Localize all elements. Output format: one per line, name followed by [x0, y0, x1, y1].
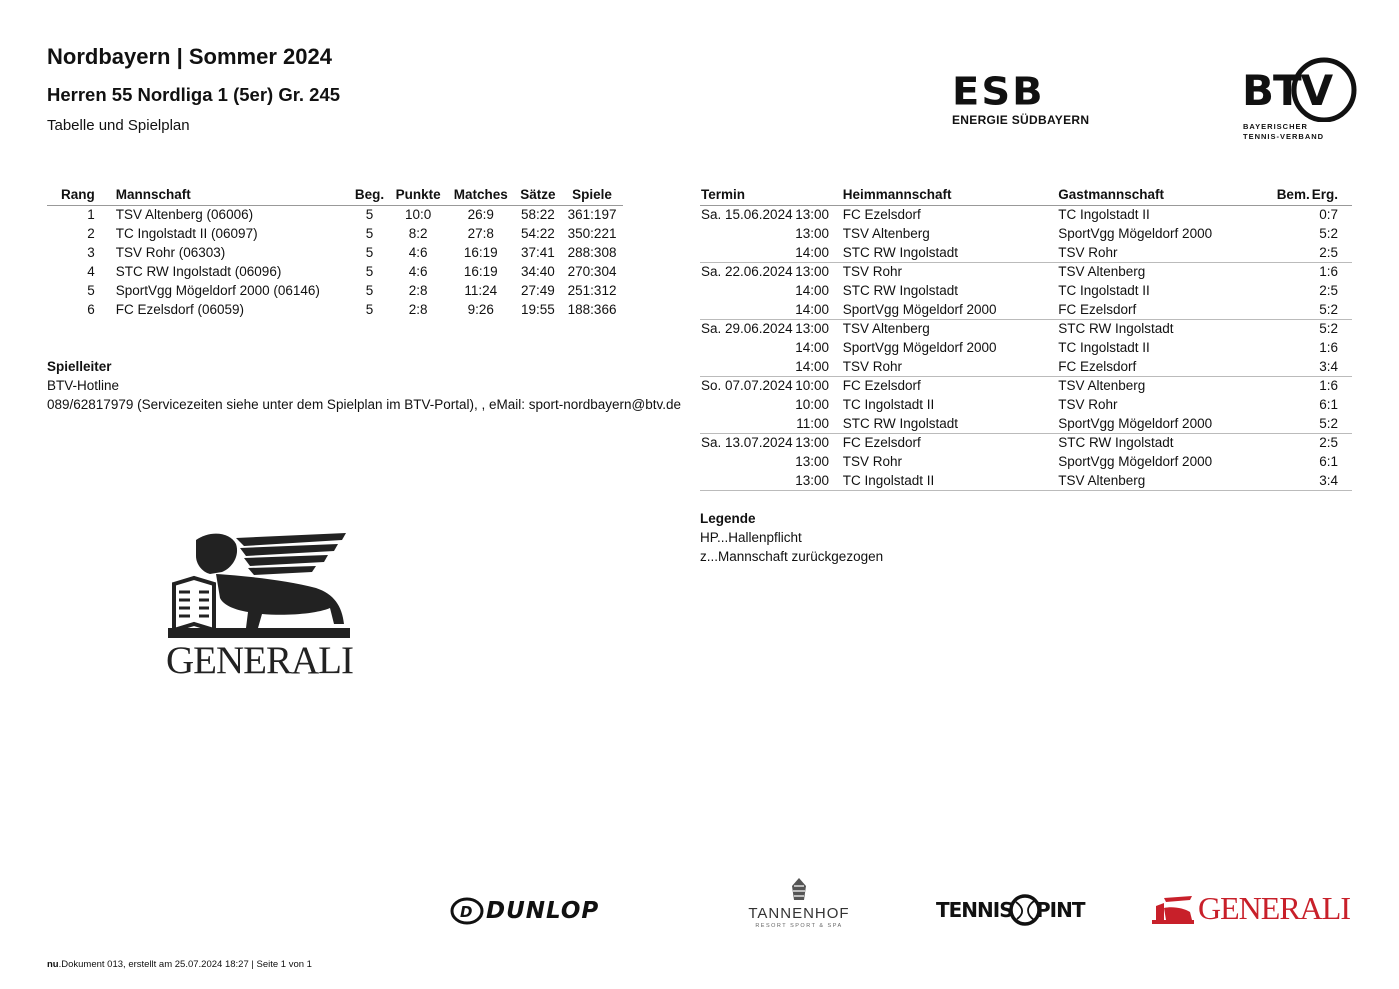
generali-red-logo	[1150, 890, 1348, 926]
bem-cell	[1267, 414, 1311, 433]
col-termin: Termin	[700, 185, 842, 205]
bem-cell	[1267, 281, 1311, 300]
match-time: 14:00	[795, 283, 829, 298]
league-subtitle: Herren 55 Nordliga 1 (5er) Gr. 245	[47, 84, 341, 105]
spielleiter-name: BTV-Hotline	[47, 378, 120, 393]
schedule-row	[700, 376, 1352, 395]
match-time: 13:00	[795, 435, 829, 451]
result-cell: 0:7	[1319, 207, 1338, 223]
generali-lion-logo	[166, 528, 352, 682]
schedule-row	[700, 433, 1352, 452]
punkte-cell: 2:8	[408, 302, 428, 317]
home-team-cell: SportVgg Mögeldorf 2000	[842, 300, 1058, 319]
col-mannschaft: Mannschaft	[113, 185, 350, 205]
guest-team-cell: SportVgg Mögeldorf 2000	[1058, 226, 1213, 241]
bem-cell	[1267, 243, 1311, 262]
home-team-cell: TC Ingolstadt II	[842, 397, 935, 412]
rank-cell: 5	[87, 283, 95, 298]
result-cell: 6:1	[1319, 454, 1338, 469]
beg-cell: 5	[365, 207, 374, 223]
termin-cell	[700, 205, 842, 224]
result-cell: 2:5	[1311, 243, 1352, 262]
termin-cell	[700, 414, 842, 433]
standings-row	[47, 243, 623, 262]
saetze-cell: 54:22	[520, 226, 555, 241]
bem-cell	[1267, 224, 1311, 243]
beg-cell: 5	[365, 264, 374, 279]
tannenhof-subtitle: RESORT SPORT & SPA	[755, 923, 843, 929]
tennispoint-word-b	[1036, 898, 1085, 922]
tannenhof-word: TANNENHOF	[748, 905, 850, 922]
result-cell: 3:4	[1311, 471, 1352, 490]
match-date: Sa. 29.06.2024	[701, 321, 793, 337]
guest-team-cell: TSV Altenberg	[1058, 264, 1146, 280]
bem-cell	[1267, 376, 1311, 395]
schedule-row	[700, 319, 1352, 338]
guest-team-cell: SportVgg Mögeldorf 2000	[1058, 454, 1213, 469]
bem-cell	[1267, 357, 1311, 376]
home-team-cell: STC RW Ingolstadt	[842, 283, 958, 298]
schedule-table	[700, 185, 1352, 491]
home-team-cell: TC Ingolstadt II	[842, 471, 1058, 490]
match-time: 11:00	[796, 415, 829, 431]
rank-cell: 2	[87, 226, 95, 241]
col-beg: Beg.	[350, 185, 390, 205]
match-time: 14:00	[795, 358, 829, 374]
col-bem: Bem.	[1267, 185, 1311, 205]
standings-row	[47, 300, 623, 319]
bem-cell	[1267, 395, 1311, 414]
punkte-cell: 4:6	[408, 245, 428, 260]
termin-cell	[700, 452, 842, 471]
col-rang: Rang	[47, 185, 113, 205]
schedule-row	[700, 224, 1352, 243]
legend-item: z...Mannschaft zurückgezogen	[700, 549, 884, 564]
rank-cell: 4	[87, 264, 95, 279]
col-punkte: Punkte	[389, 185, 447, 205]
matches-cell: 11:24	[464, 283, 498, 298]
guest-team-cell: TC Ingolstadt II	[1058, 207, 1150, 223]
bem-cell	[1267, 300, 1311, 319]
result-cell: 1:6	[1319, 340, 1338, 355]
match-date: Sa. 15.06.2024	[701, 207, 793, 223]
bem-cell	[1267, 471, 1311, 490]
bem-cell	[1267, 262, 1311, 281]
termin-cell	[700, 243, 842, 262]
matches-cell: 9:26	[467, 302, 494, 317]
home-team-cell: STC RW Ingolstadt	[842, 414, 1058, 433]
saetze-cell: 37:41	[520, 245, 555, 260]
guest-team-cell: TC Ingolstadt II	[1058, 283, 1150, 298]
page-title: Nordbayern | Sommer 2024	[47, 44, 332, 69]
beg-cell: 5	[365, 226, 374, 241]
tennispoint-word-a: TENNIS	[936, 898, 1013, 922]
schedule-row	[700, 395, 1352, 414]
tennispoint-p: P	[1036, 898, 1050, 922]
standings-row	[47, 205, 623, 224]
guest-team-cell: SportVgg Mögeldorf 2000	[1057, 414, 1267, 433]
termin-cell	[700, 376, 842, 395]
match-time: 10:00	[795, 378, 829, 394]
standings-row	[47, 224, 623, 243]
bem-cell	[1267, 433, 1311, 452]
guest-team-cell: TSV Altenberg	[1058, 378, 1146, 394]
guest-team-cell: FC Ezelsdorf	[1057, 300, 1267, 319]
punkte-cell: 10:0	[405, 207, 432, 223]
team-cell: FC Ezelsdorf (06059)	[115, 302, 245, 317]
termin-cell	[700, 300, 842, 319]
result-cell: 1:6	[1319, 378, 1338, 394]
rank-cell: 6	[87, 302, 95, 317]
home-team-cell: FC Ezelsdorf	[842, 207, 921, 223]
schedule-row	[700, 205, 1352, 224]
pinecone-icon	[740, 876, 858, 904]
col-matches: Matches	[447, 185, 515, 205]
esb-logo-subtitle: ENERGIE SÜDBAYERN	[952, 113, 1090, 127]
saetze-cell: 58:22	[520, 207, 555, 223]
schedule-row	[700, 300, 1352, 319]
match-time: 14:00	[795, 301, 829, 317]
footer	[47, 959, 312, 970]
generali-lion-small-icon	[1150, 894, 1196, 926]
document-description: Tabelle und Spielplan	[47, 117, 190, 134]
schedule-header-row	[700, 185, 1352, 205]
btv-logo-word: BTV	[1242, 66, 1333, 115]
tennispoint-logo	[936, 893, 1088, 929]
beg-cell: 5	[365, 245, 374, 260]
standings-header-row	[47, 185, 623, 205]
result-cell: 5:2	[1311, 414, 1352, 433]
matches-cell: 27:8	[467, 226, 494, 241]
team-cell: TSV Altenberg (06006)	[115, 207, 254, 223]
dunlop-d-icon	[450, 896, 484, 926]
dunlop-logo	[450, 896, 655, 928]
btv-logo	[1240, 52, 1360, 144]
result-cell: 2:5	[1319, 435, 1338, 451]
spielleiter-contact: 089/62817979 (Servicezeiten siehe unter dem Spielplan im BTV-Portal), , eMail: sport-nordbayern@btv.de	[47, 397, 682, 412]
spiele-cell: 288:308	[567, 245, 617, 260]
col-saetze: Sätze	[515, 185, 562, 205]
dunlop-word: DUNLOP	[486, 898, 600, 924]
punkte-cell: 4:6	[408, 264, 428, 279]
guest-team-cell: TSV Altenberg	[1057, 471, 1267, 490]
standings-row	[47, 262, 623, 281]
legend-heading: Legende	[700, 511, 756, 526]
footer-text: .Dokument 013, erstellt am 25.07.2024 18:27 | Seite 1 von 1	[58, 959, 312, 970]
btv-sub-line-1: BAYERISCHER	[1243, 122, 1308, 131]
home-team-cell: TSV Rohr	[842, 454, 902, 469]
svg-text:D: D	[460, 903, 473, 921]
spiele-cell: 270:304	[567, 264, 617, 279]
legend-section	[700, 509, 883, 566]
spielleiter-section	[47, 357, 681, 414]
match-time: 10:00	[795, 397, 829, 412]
match-time: 14:00	[795, 340, 829, 355]
result-cell: 6:1	[1319, 397, 1338, 412]
spielleiter-heading: Spielleiter	[47, 359, 112, 374]
schedule-row	[700, 452, 1352, 471]
rank-cell: 3	[87, 245, 95, 260]
result-cell: 5:2	[1319, 226, 1338, 241]
termin-cell	[700, 262, 842, 281]
esb-logo-word: ESB	[952, 70, 1045, 114]
spiele-cell: 361:197	[567, 207, 617, 223]
saetze-cell: 27:49	[520, 283, 555, 298]
termin-cell	[700, 224, 842, 243]
match-date: So. 07.07.2024	[701, 378, 793, 394]
termin-cell	[700, 471, 842, 490]
result-cell: 1:6	[1319, 264, 1338, 280]
schedule-row	[700, 357, 1352, 376]
guest-team-cell: TSV Rohr	[1057, 243, 1267, 262]
col-heimmannschaft: Heimmannschaft	[842, 185, 1058, 205]
schedule-row	[700, 471, 1352, 490]
home-team-cell: FC Ezelsdorf	[842, 435, 921, 451]
termin-cell	[700, 338, 842, 357]
footer-brand: nu	[47, 959, 59, 970]
home-team-cell: TSV Altenberg	[842, 321, 930, 337]
match-date: Sa. 22.06.2024	[701, 264, 793, 280]
beg-cell: 5	[365, 283, 374, 298]
match-date: Sa. 13.07.2024	[701, 435, 793, 451]
standings-table	[47, 185, 623, 319]
termin-cell	[700, 433, 842, 452]
guest-team-cell: TC Ingolstadt II	[1058, 340, 1150, 355]
termin-cell	[700, 319, 842, 338]
winged-lion-icon	[166, 528, 352, 640]
termin-cell	[700, 395, 842, 414]
bem-cell	[1267, 338, 1311, 357]
generali-main-word: GENERALI	[166, 639, 353, 682]
match-time: 13:00	[795, 226, 829, 241]
guest-team-cell: FC Ezelsdorf	[1057, 357, 1267, 376]
tannenhof-logo	[740, 876, 858, 934]
team-cell: STC RW Ingolstadt (06096)	[115, 264, 282, 279]
matches-cell: 16:19	[463, 264, 498, 279]
result-cell: 2:5	[1319, 283, 1338, 298]
match-time: 13:00	[795, 264, 829, 280]
matches-cell: 16:19	[463, 245, 498, 260]
spiele-cell: 251:312	[567, 283, 617, 298]
home-team-cell: TSV Rohr	[842, 357, 1058, 376]
col-spiele: Spiele	[561, 185, 623, 205]
bem-cell	[1267, 452, 1311, 471]
guest-team-cell: TSV Rohr	[1058, 397, 1118, 412]
btv-sub-line-2: TENNIS-VERBAND	[1243, 132, 1325, 141]
schedule-row	[700, 281, 1352, 300]
esb-logo	[952, 72, 1094, 132]
match-time: 13:00	[795, 207, 829, 223]
punkte-cell: 8:2	[408, 226, 428, 241]
result-cell: 3:4	[1311, 357, 1352, 376]
result-cell: 5:2	[1319, 321, 1338, 337]
standings-row	[47, 281, 623, 300]
schedule-row	[700, 262, 1352, 281]
team-cell: TSV Rohr (06303)	[115, 245, 226, 260]
punkte-cell: 2:8	[408, 283, 428, 298]
spiele-cell: 188:366	[567, 302, 617, 317]
spiele-cell: 350:221	[567, 226, 617, 241]
match-time: 14:00	[795, 244, 829, 260]
schedule-row	[700, 243, 1352, 262]
home-team-cell: TSV Altenberg	[842, 226, 930, 241]
guest-team-cell: STC RW Ingolstadt	[1058, 435, 1174, 451]
team-cell: TC Ingolstadt II (06097)	[115, 226, 258, 241]
matches-cell: 26:9	[467, 207, 494, 223]
home-team-cell: TSV Rohr	[842, 264, 902, 280]
match-time: 13:00	[795, 472, 829, 488]
guest-team-cell: STC RW Ingolstadt	[1058, 321, 1174, 337]
schedule-row	[700, 338, 1352, 357]
tennispoint-int: INT	[1049, 898, 1085, 922]
col-gastmannschaft: Gastmannschaft	[1057, 185, 1267, 205]
termin-cell	[700, 281, 842, 300]
home-team-cell: STC RW Ingolstadt	[842, 243, 1058, 262]
home-team-cell: SportVgg Mögeldorf 2000	[842, 340, 997, 355]
generali-red-word: GENERALI	[1198, 890, 1350, 926]
result-cell: 5:2	[1311, 300, 1352, 319]
match-time: 13:00	[795, 454, 829, 469]
col-erg: Erg.	[1311, 185, 1352, 205]
beg-cell: 5	[365, 302, 374, 317]
home-team-cell: FC Ezelsdorf	[842, 378, 921, 394]
match-time: 13:00	[795, 321, 829, 337]
saetze-cell: 34:40	[520, 264, 555, 279]
termin-cell	[700, 357, 842, 376]
saetze-cell: 19:55	[520, 302, 555, 317]
rank-cell: 1	[87, 207, 95, 223]
legend-item: HP...Hallenpflicht	[700, 530, 802, 545]
team-cell: SportVgg Mögeldorf 2000 (06146)	[115, 283, 320, 298]
btv-logo-subtitle	[1243, 122, 1324, 142]
schedule-row	[700, 414, 1352, 433]
bem-cell	[1267, 319, 1311, 338]
bem-cell	[1267, 205, 1311, 224]
